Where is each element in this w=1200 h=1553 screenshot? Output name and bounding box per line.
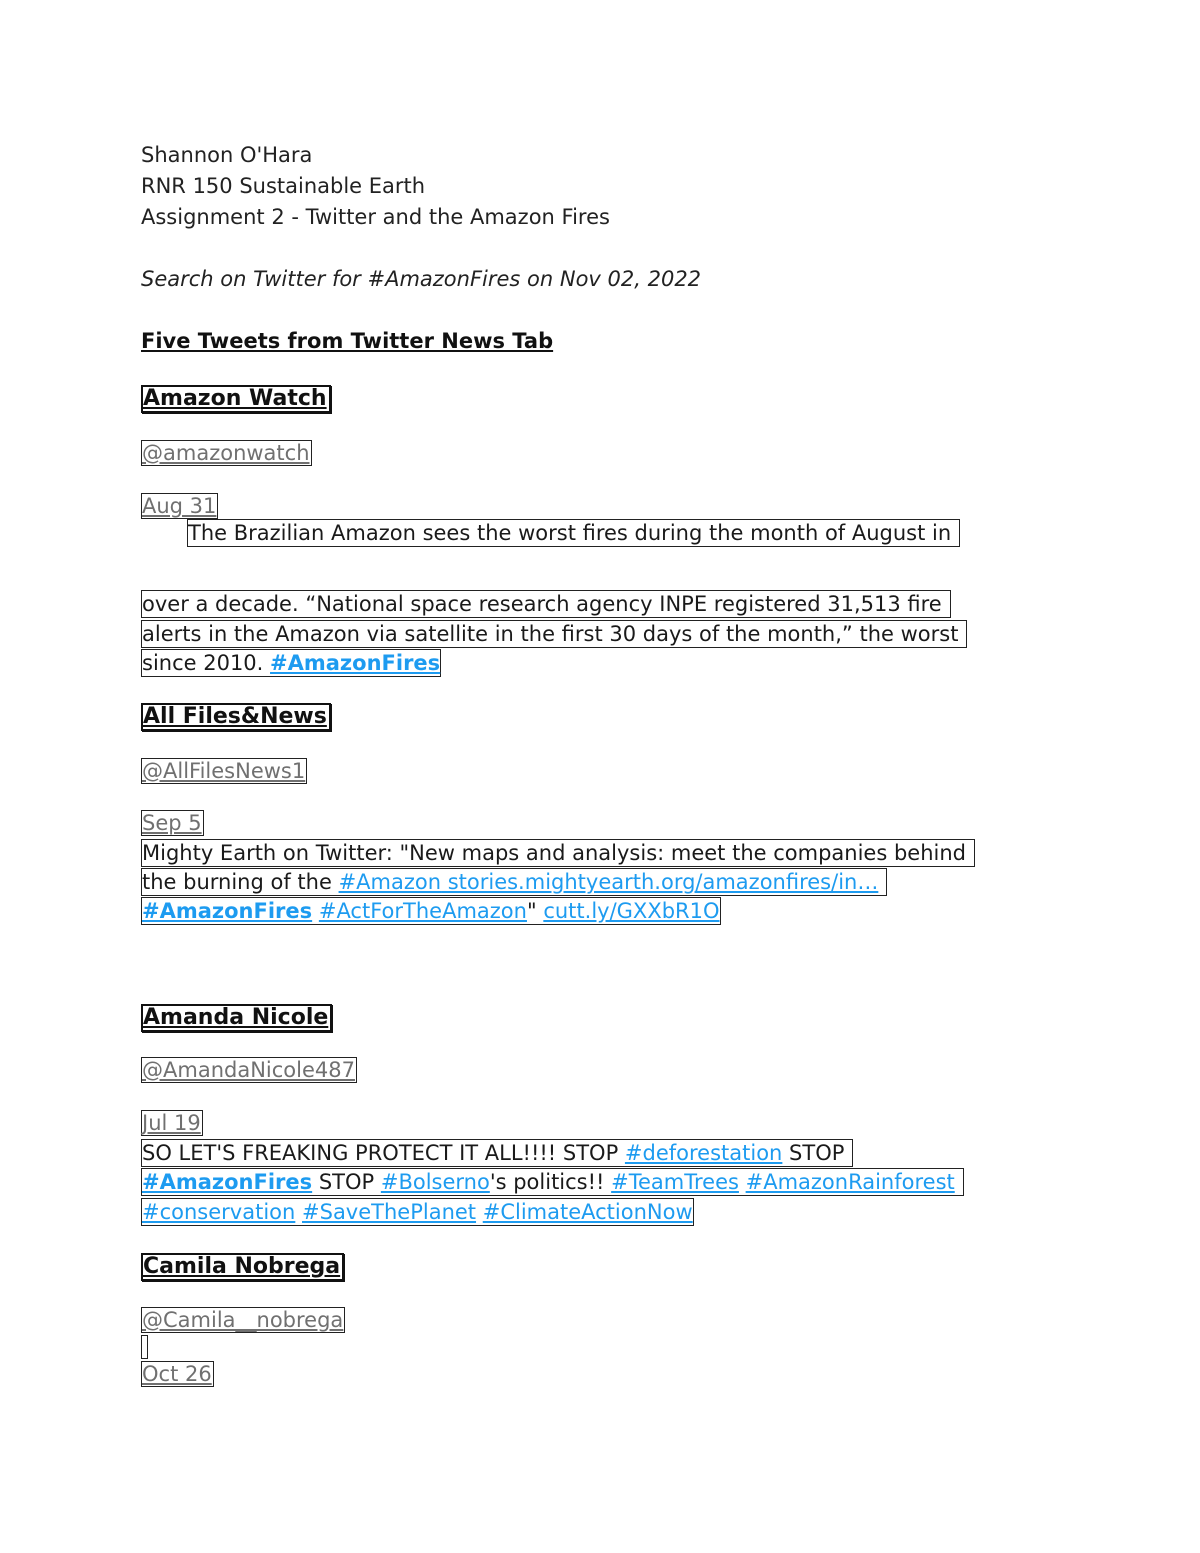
- hashtag-link[interactable]: #ClimateActionNow: [482, 1200, 693, 1224]
- tweet-text: since 2010.: [142, 651, 271, 675]
- tweet-text-line: Mighty Earth on Twitter: "New maps and analysis: meet the companies behind: [141, 839, 975, 867]
- search-note: Search on Twitter for #AmazonFires on Nov 02, 2022: [141, 267, 702, 291]
- tweet-text: 's politics!!: [489, 1170, 612, 1194]
- author-name: Shannon O'Hara: [141, 143, 313, 167]
- tweet-text-line: [141, 1168, 964, 1196]
- hashtag-link[interactable]: #AmazonFires: [270, 651, 441, 675]
- hashtag-link[interactable]: #deforestation: [624, 1141, 783, 1165]
- assignment-title: Assignment 2 - Twitter and the Amazon Fires: [141, 205, 610, 229]
- course-name: RNR 150 Sustainable Earth: [141, 174, 426, 198]
- tweet-text: ": [526, 899, 537, 923]
- hashtag-link[interactable]: #conservation: [142, 1200, 296, 1224]
- url-link[interactable]: cutt.ly/GXXbR1O: [543, 899, 720, 923]
- tweet-handle-link[interactable]: @Camila__nobrega: [142, 1308, 344, 1332]
- tweet-text: STOP: [312, 1170, 381, 1194]
- tweet-text-line: [141, 1139, 853, 1167]
- hashtag-link[interactable]: #AmazonRainforest: [745, 1170, 955, 1194]
- tweet-text: STOP: [782, 1141, 845, 1165]
- tweet-text: SO LET'S FREAKING PROTECT IT ALL!!!! STOP: [142, 1141, 625, 1165]
- tweet-text-line: [141, 649, 441, 677]
- tweet-date-link[interactable]: Jul 19: [142, 1111, 201, 1135]
- tweet-text-line: [141, 897, 721, 925]
- separator-mark: [141, 1335, 148, 1359]
- tweet-date-link[interactable]: Aug 31: [142, 494, 217, 518]
- hashtag-link[interactable]: #Amazon: [338, 870, 442, 894]
- tweet-date-link[interactable]: Sep 5: [142, 811, 202, 835]
- hashtag-link[interactable]: #TeamTrees: [611, 1170, 739, 1194]
- tweet-author-name[interactable]: Camila Nobrega: [141, 1253, 344, 1281]
- tweet-author-name[interactable]: Amazon Watch: [141, 385, 331, 413]
- url-link[interactable]: stories.mightyearth.org/amazonfires/in…: [441, 870, 879, 894]
- tweet-handle-link[interactable]: @AmandaNicole487: [142, 1058, 355, 1082]
- tweet-text-line: over a decade. “National space research agency INPE registered 31,513 fire: [141, 590, 951, 618]
- hashtag-link[interactable]: #ActForTheAmazon: [318, 899, 527, 923]
- tweet-text: the burning of the: [142, 870, 339, 894]
- tweet-text-line: alerts in the Amazon via satellite in the first 30 days of the month,” the worst: [141, 620, 967, 648]
- tweet-date-link[interactable]: Oct 26: [142, 1362, 212, 1386]
- hashtag-link[interactable]: #Bolserno: [380, 1170, 490, 1194]
- tweet-author-name[interactable]: All Files&News: [141, 703, 331, 731]
- hashtag-link[interactable]: #AmazonFires: [142, 1170, 313, 1194]
- tweet-text-line: The Brazilian Amazon sees the worst fires during the month of August in: [187, 519, 960, 547]
- tweet-text-line: [141, 1198, 694, 1226]
- hashtag-link[interactable]: #AmazonFires: [142, 899, 313, 923]
- hashtag-link[interactable]: #SaveThePlanet: [302, 1200, 477, 1224]
- section-title: Five Tweets from Twitter News Tab: [141, 329, 554, 353]
- tweet-handle-link[interactable]: @amazonwatch: [142, 441, 310, 465]
- tweet-handle-link[interactable]: @AllFilesNews1: [142, 759, 306, 783]
- tweet-text-line: [141, 868, 887, 896]
- tweet-author-name[interactable]: Amanda Nicole: [141, 1004, 332, 1032]
